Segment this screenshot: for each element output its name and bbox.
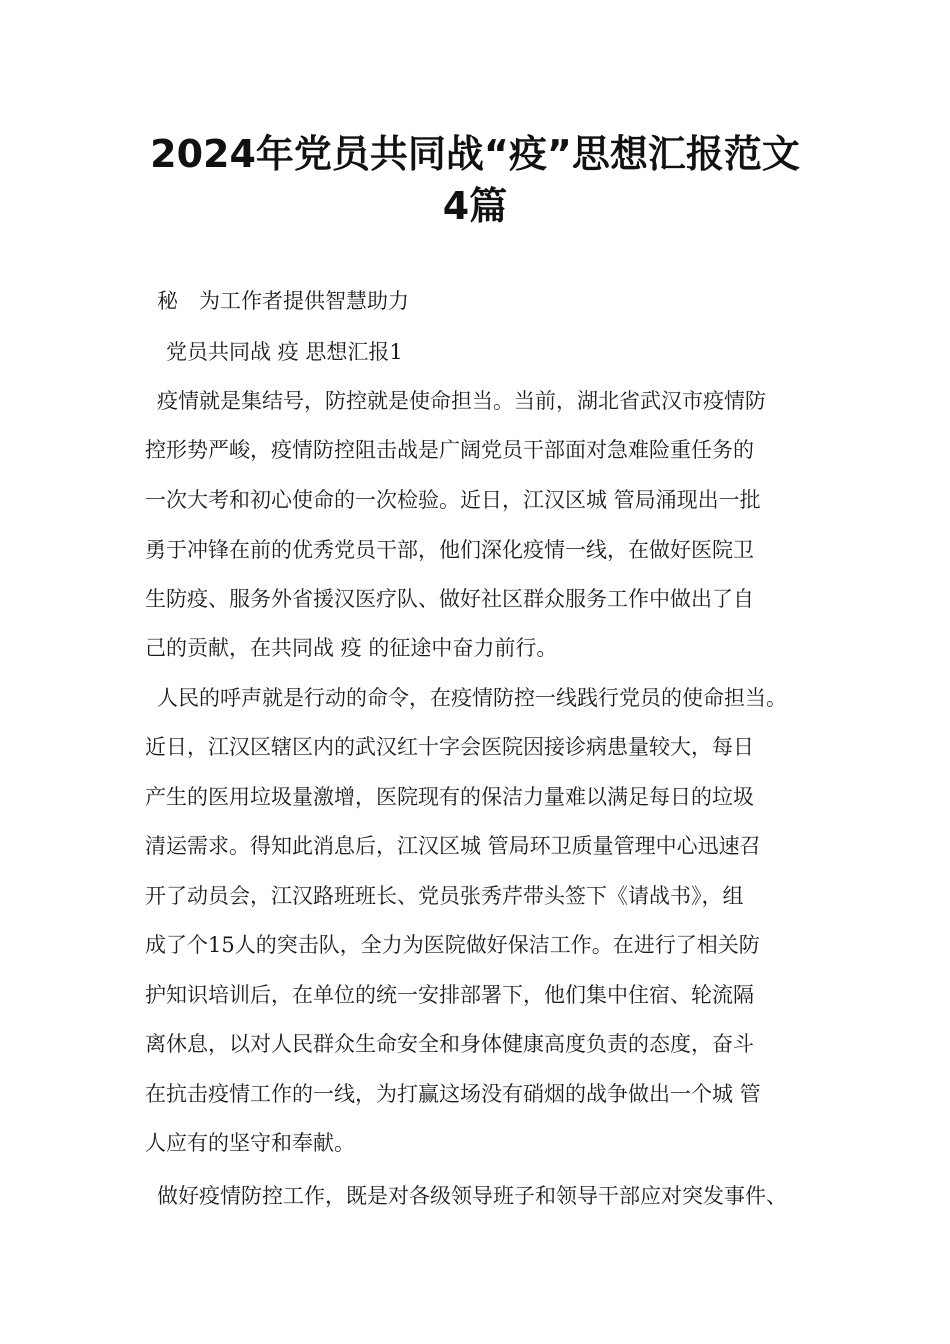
body-line: 在抗击疫情工作的一线，为打赢这场没有硝烟的战争做出一个城 管 [145,1082,761,1106]
tagline: 秘 为工作者提供智慧助力 [157,289,409,313]
body-line: 疫情就是集结号，防控就是使命担当。当前，湖北省武汉市疫情防 [157,389,766,413]
body-line: 产生的医用垃圾量激增，医院现有的保洁力量难以满足每日的垃圾 [145,785,754,809]
body-line: 一次大考和初心使命的一次检验。近日，江汉区城 管局涌现出一批 [145,488,761,512]
body-line: 己的贡献，在共同战 疫 的征途中奋力前行。 [145,636,558,660]
body-line: 成了个15人的突击队，全力为医院做好保洁工作。在进行了相关防 [145,933,760,957]
body-line: 近日，江汉区辖区内的武汉红十字会医院因接诊病患量较大，每日 [145,735,754,759]
body-line: 离休息，以对人民群众生命安全和身体健康高度负责的态度，奋斗 [145,1032,754,1056]
body-line: 勇于冲锋在前的优秀党员干部，他们深化疫情一线，在做好医院卫 [145,538,754,562]
body-line: 做好疫情防控工作，既是对各级领导班子和领导干部应对突发事件、 [157,1184,787,1208]
document-title-line-2: 4篇 [442,184,508,228]
body-line: 清运需求。得知此消息后，江汉区城 管局环卫质量管理中心迅速召 [145,834,761,858]
body-line: 控形势严峻，疫情防控阻击战是广阔党员干部面对急难险重任务的 [145,438,754,462]
section-subheading: 党员共同战 疫 思想汇报1 [166,340,403,364]
body-line: 人民的呼声就是行动的命令，在疫情防控一线践行党员的使命担当。 [157,686,787,710]
body-line: 生防疫、服务外省援汉医疗队、做好社区群众服务工作中做出了自 [145,587,754,611]
document-title-line-1: 2024年党员共同战“疫”思想汇报范文 [150,132,800,176]
body-line: 开了动员会，江汉路班班长、党员张秀芹带头签下《请战书》，组 [145,884,744,908]
body-line: 人应有的坚守和奉献。 [145,1131,355,1155]
body-line: 护知识培训后，在单位的统一安排部署下，他们集中住宿、轮流隔 [145,983,754,1007]
